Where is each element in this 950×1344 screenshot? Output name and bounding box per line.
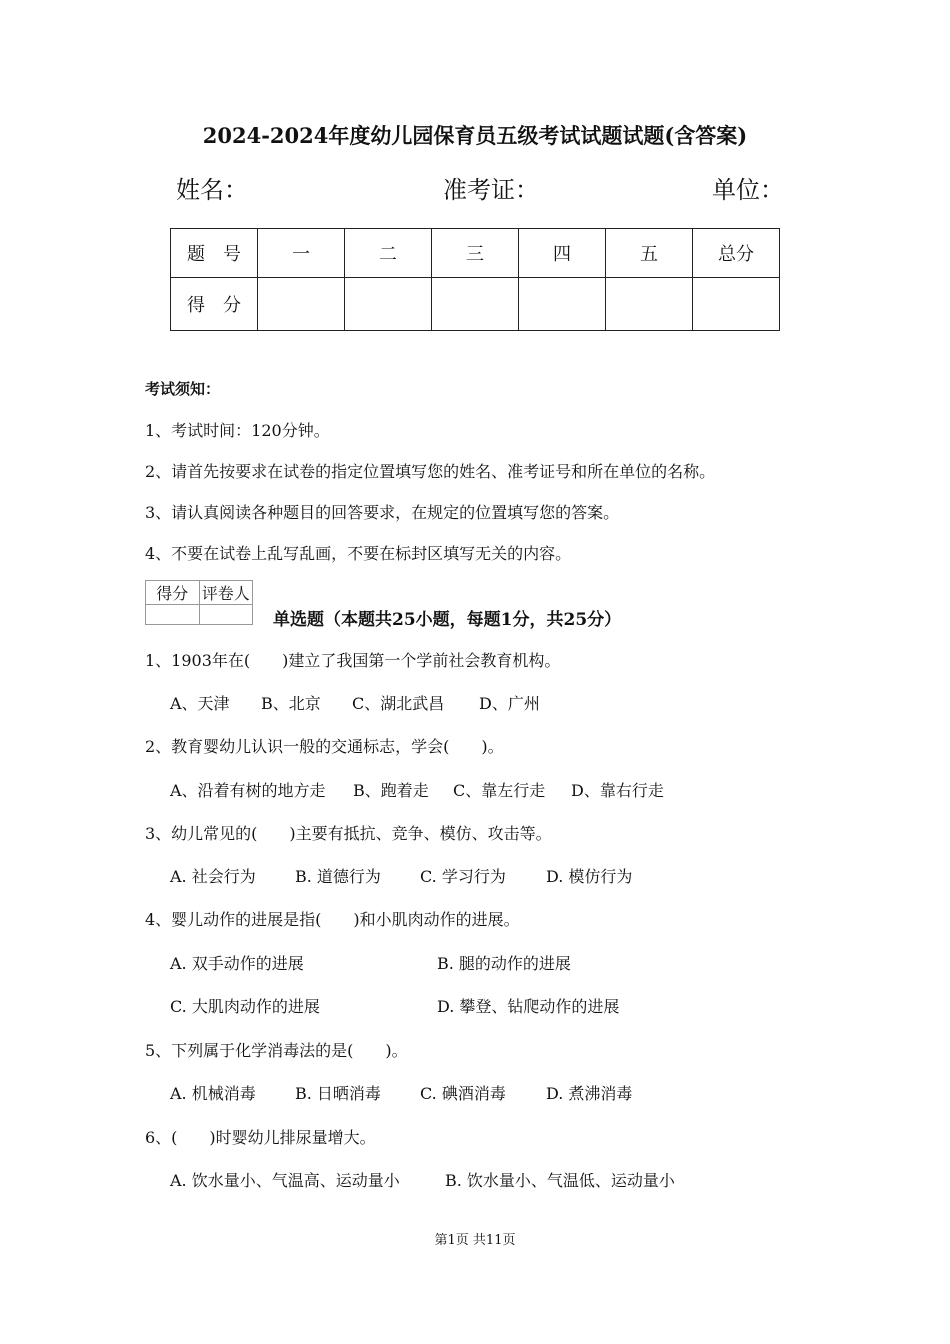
- question-option: B、北京: [261, 694, 321, 713]
- question-option: C、靠左行走: [453, 781, 546, 800]
- notice-title: 考试须知：: [145, 380, 221, 398]
- score-header-cell: 一: [258, 229, 345, 278]
- question-stem: 6、( )时婴幼儿排尿量增大。: [145, 1128, 376, 1147]
- score-header-cell: 二: [345, 229, 432, 278]
- question-option: B. 道德行为: [295, 867, 381, 886]
- score-cell[interactable]: [258, 278, 345, 331]
- question-option: A、天津: [170, 694, 230, 713]
- question-option: B. 日晒消毒: [295, 1084, 381, 1103]
- notice-item: 4、不要在试卷上乱写乱画，不要在标封区填写无关的内容。: [145, 544, 572, 563]
- notice-item: 3、请认真阅读各种题目的回答要求，在规定的位置填写您的答案。: [145, 503, 620, 522]
- question-option: A. 双手动作的进展: [170, 954, 304, 973]
- question-option: A、沿着有树的地方走: [170, 781, 326, 800]
- question-option: C. 碘酒消毒: [420, 1084, 506, 1103]
- question-option: B、跑着走: [353, 781, 429, 800]
- question-stem: 3、幼儿常见的( )主要有抵抗、竞争、模仿、攻击等。: [145, 824, 552, 843]
- unit-field-label: 单位：: [712, 176, 784, 204]
- score-cell[interactable]: [693, 278, 780, 331]
- score-cell[interactable]: [345, 278, 432, 331]
- question-stem: 1、1903年在( )建立了我国第一个学前社会教育机构。: [145, 651, 561, 670]
- notice-item: 2、请首先按要求在试卷的指定位置填写您的姓名、准考证号和所在单位的名称。: [145, 462, 716, 481]
- question-option: B. 饮水量小、气温低、运动量小: [445, 1171, 675, 1190]
- score-cell[interactable]: [432, 278, 519, 331]
- grader-score-label: 得分: [146, 581, 200, 605]
- document-title: 2024-2024年度幼儿园保育员五级考试试题试题(含答案): [202, 123, 748, 148]
- section-title: 单选题（本题共25小题，每题1分，共25分）: [273, 610, 622, 630]
- question-stem: 2、教育婴幼儿认识一般的交通标志，学会( )。: [145, 737, 504, 756]
- score-header-cell: 四: [519, 229, 606, 278]
- exam-id-field-label: 准考证：: [443, 176, 539, 204]
- score-cell[interactable]: [606, 278, 693, 331]
- page-number: 第1页 共11页: [434, 1233, 516, 1248]
- grader-name-cell[interactable]: [199, 605, 253, 625]
- grader-score-cell[interactable]: [146, 605, 200, 625]
- score-header-cell: 五: [606, 229, 693, 278]
- question-option: A. 饮水量小、气温高、运动量小: [170, 1171, 400, 1190]
- question-option: A. 社会行为: [170, 867, 256, 886]
- question-option: D. 煮沸消毒: [546, 1084, 633, 1103]
- score-row-label: 得 分: [171, 278, 258, 331]
- score-header-cell: 题 号: [171, 229, 258, 278]
- name-field-label: 姓名：: [176, 176, 248, 204]
- question-stem: 5、下列属于化学消毒法的是( )。: [145, 1041, 408, 1060]
- notice-item: 1、考试时间：120分钟。: [145, 421, 330, 440]
- question-option: A. 机械消毒: [170, 1084, 256, 1103]
- grader-name-label: 评卷人: [199, 581, 253, 605]
- score-table-header-row: [171, 229, 780, 278]
- question-option: D、广州: [479, 694, 540, 713]
- question-stem: 4、婴儿动作的进展是指( )和小肌肉动作的进展。: [145, 910, 520, 929]
- score-header-cell: 总分: [693, 229, 780, 278]
- score-table: [170, 228, 780, 331]
- question-option: C. 大肌肉动作的进展: [170, 997, 320, 1016]
- score-table-score-row: [171, 278, 780, 331]
- score-header-cell: 三: [432, 229, 519, 278]
- question-option: B. 腿的动作的进展: [437, 954, 571, 973]
- question-option: C. 学习行为: [420, 867, 506, 886]
- question-option: C、湖北武昌: [352, 694, 445, 713]
- question-option: D. 攀登、钻爬动作的进展: [437, 997, 620, 1016]
- grader-box: [145, 580, 253, 625]
- question-option: D、靠右行走: [571, 781, 664, 800]
- question-option: D. 模仿行为: [546, 867, 633, 886]
- score-cell[interactable]: [519, 278, 606, 331]
